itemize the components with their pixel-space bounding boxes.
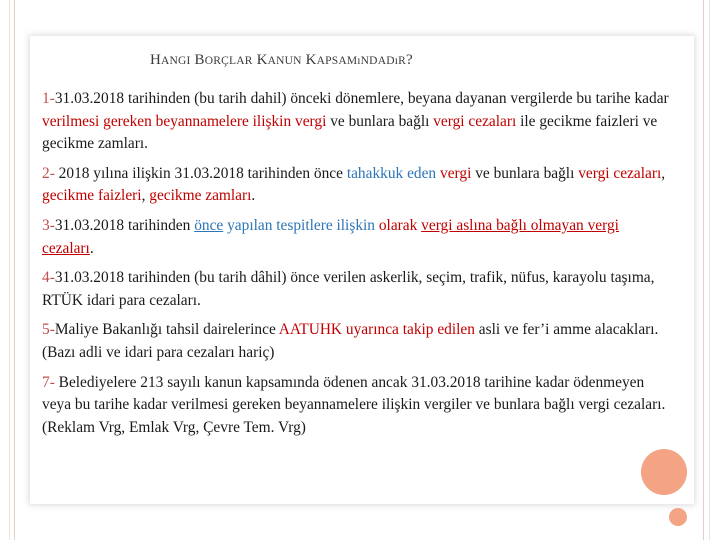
title-letter: B	[194, 52, 205, 68]
item-highlight: gecikme faizleri	[42, 187, 142, 205]
title-smallcaps: ORÇLAR	[204, 55, 253, 67]
item-number: 4-	[42, 269, 55, 287]
list-item-3	[42, 215, 674, 260]
item-text: Maliye Bakanlığı tahsil dairelerince	[54, 321, 279, 339]
title-letter: K	[256, 52, 268, 68]
item-number: 5-	[42, 321, 55, 339]
item-text: tarihinden önce	[243, 164, 347, 182]
item-text: .	[89, 239, 94, 257]
item-text: tarihinden (bu tarih dâhil) önce verilen askerlik, seçim, trafik, nüfus, karayolu taşıma, RTÜK idari para cezaları.	[42, 269, 655, 309]
item-text: ve bunlara bağlı	[326, 112, 434, 130]
frame-line-left	[9, 0, 10, 540]
item-highlight: önce	[194, 216, 224, 234]
item-text: .	[251, 187, 256, 205]
item-number: 1-	[42, 90, 55, 107]
item-highlight: tahakkuk eden	[346, 164, 437, 182]
decorative-circle-large	[641, 449, 687, 495]
list-item-2	[42, 163, 674, 208]
item-text: 2018 yılına ilişkin	[54, 164, 175, 182]
title-smallcaps: APSAMıNDADıR	[316, 55, 406, 67]
item-highlight: yapılan tespitlere ilişkin	[223, 216, 379, 234]
list-item-1	[42, 88, 674, 156]
item-text: 31.03.2018	[54, 90, 125, 107]
item-text: 31.03.2018	[174, 164, 244, 182]
item-highlight: vergi	[440, 164, 472, 182]
title-letter: K	[305, 52, 317, 68]
item-text: ,	[661, 164, 666, 182]
title-letter: H	[150, 52, 162, 68]
title-smallcaps: ANGI	[161, 55, 191, 67]
item-highlight: AATUHK uyarınca takip edilen	[278, 321, 475, 339]
item-highlight: vergi cezaları	[578, 164, 662, 182]
item-text: ve bunlara bağlı	[471, 164, 579, 182]
item-highlight: vergi cezaları	[433, 112, 517, 130]
item-text: tarihinden (bu tarih dahil) önceki dönemlere, beyana dayanan vergilerde bu tarihe kadar	[124, 90, 669, 107]
item-text: 31.03.2018	[54, 216, 125, 234]
item-text: Belediyelere 213 sayılı kanun kapsamında ödenen ancak 31.03.2018 tarihine kadar ödenmeyen veya bu tarihe kadar verilmesi gereken beyannamelere ilişkin vergiler ve bunlara bağlı vergi cezaları. (Reklam Vrg, Emlak Vrg, Çevre Tem. Vrg)	[42, 373, 666, 436]
item-highlight: gecikme zamları	[149, 187, 252, 205]
item-highlight: verilmesi gereken beyannamelere ilişkin	[42, 112, 292, 130]
item-highlight: vergi aslına bağlı olmayan vergi cezaları	[42, 216, 619, 257]
item-number: 2-	[42, 164, 55, 182]
item-number: 7-	[42, 373, 55, 391]
title-smallcaps: ANUN	[267, 55, 302, 67]
list-item-7	[42, 372, 674, 440]
item-text: ,	[141, 187, 150, 205]
list-item-4	[42, 267, 674, 312]
item-text: tarihinden	[124, 216, 195, 234]
item-list	[42, 88, 674, 446]
decorative-circle-small	[669, 508, 687, 526]
item-text: 31.03.2018	[54, 269, 125, 287]
item-highlight: vergi	[295, 112, 327, 130]
slide-title	[150, 52, 550, 69]
item-highlight: olarak	[378, 216, 418, 234]
frame-line-right	[709, 0, 710, 540]
item-text: asli ve fer’i amme alacakları. (Bazı adli ve idari para cezaları hariç)	[42, 321, 659, 361]
title-question-mark: ?	[405, 52, 413, 68]
item-text: ile gecikme faizleri ve gecikme zamları.	[42, 112, 658, 153]
list-item-5	[42, 319, 674, 364]
item-number: 3-	[42, 216, 55, 234]
